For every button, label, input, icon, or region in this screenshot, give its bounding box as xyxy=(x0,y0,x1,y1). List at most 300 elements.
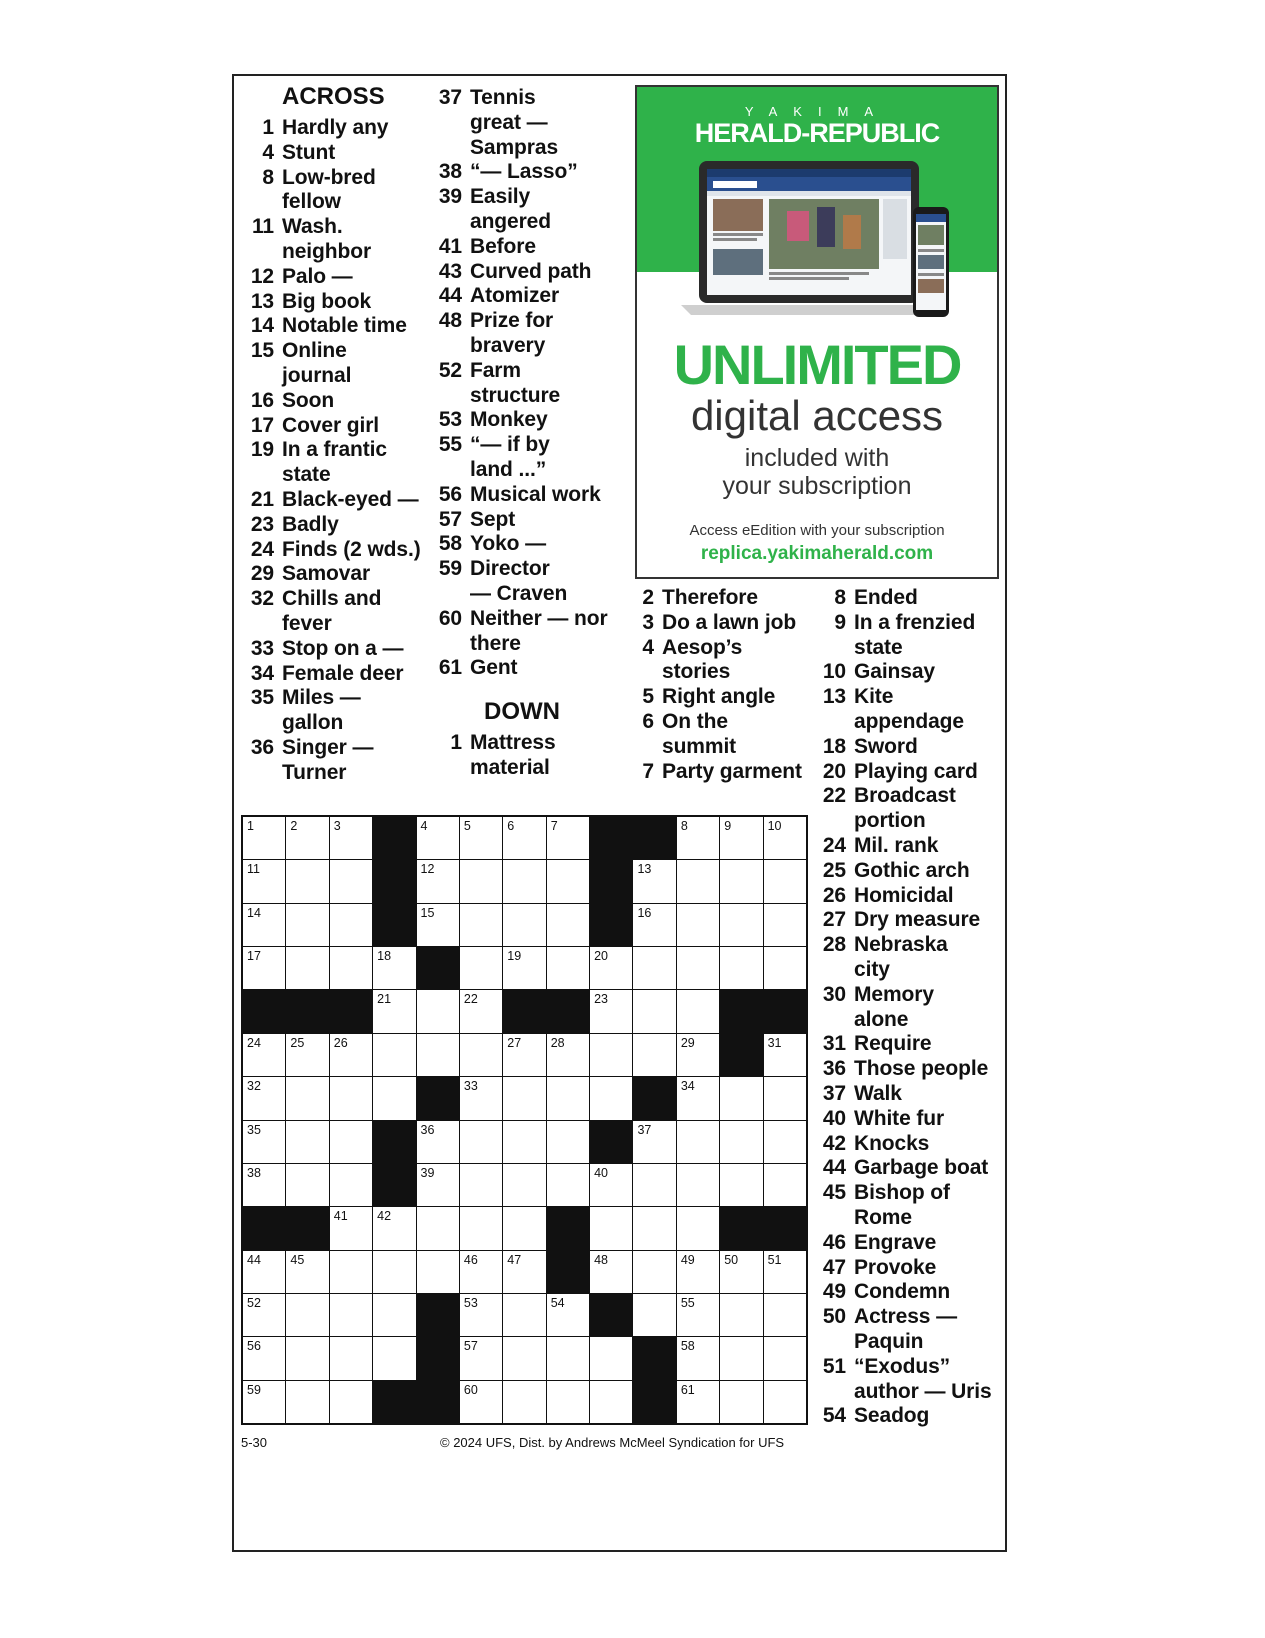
clue-item xyxy=(818,958,1008,983)
clue-number xyxy=(434,136,462,161)
grid-cell[interactable] xyxy=(286,947,328,989)
grid-cell[interactable] xyxy=(720,1077,762,1119)
black-square xyxy=(330,990,372,1032)
grid-cell[interactable] xyxy=(460,860,502,902)
grid-cell[interactable] xyxy=(243,1077,285,1119)
cell-number: 48 xyxy=(594,1252,608,1267)
clue-item xyxy=(818,1181,1008,1206)
clue-item xyxy=(434,557,634,582)
grid-cell[interactable] xyxy=(286,1077,328,1119)
clue-text: Hardly any xyxy=(282,116,389,139)
cell-number: 37 xyxy=(637,1122,652,1137)
grid-cell[interactable] xyxy=(460,817,502,859)
grid-cell[interactable] xyxy=(503,947,545,989)
clue-item xyxy=(626,735,806,760)
grid-cell[interactable] xyxy=(503,1034,545,1076)
grid-cell[interactable] xyxy=(460,1034,502,1076)
clue-number: 51 xyxy=(822,1354,846,1378)
clue-text: Engrave xyxy=(854,1230,937,1254)
clue-item xyxy=(818,1355,1008,1380)
grid-cell[interactable] xyxy=(764,947,806,989)
clue-item xyxy=(246,314,426,339)
grid-cell[interactable] xyxy=(330,1121,372,1163)
grid-cell[interactable] xyxy=(373,1251,415,1293)
cell-number: 20 xyxy=(594,949,608,964)
clue-item xyxy=(246,488,426,513)
grid-cell[interactable] xyxy=(503,860,545,902)
grid-cell[interactable] xyxy=(677,1121,719,1163)
grid-cell[interactable] xyxy=(720,1251,762,1293)
grid-cell[interactable] xyxy=(633,1251,675,1293)
grid-cell[interactable] xyxy=(764,1164,806,1206)
clue-item xyxy=(434,136,634,161)
clue-text: Sword xyxy=(854,734,918,758)
grid-cell[interactable] xyxy=(503,1251,545,1293)
clue-text: Samovar xyxy=(282,562,371,586)
down-heading: DOWN xyxy=(484,698,560,726)
ad-line-4: your subscription xyxy=(722,472,912,500)
grid-cell[interactable] xyxy=(286,817,328,859)
grid-cell[interactable] xyxy=(417,1251,459,1293)
clue-number xyxy=(246,240,274,265)
grid-cell[interactable] xyxy=(677,1207,719,1249)
grid-cell[interactable] xyxy=(417,817,459,859)
grid-cell[interactable] xyxy=(460,1121,502,1163)
clue-item xyxy=(818,859,1008,884)
grid-cell[interactable] xyxy=(677,1251,719,1293)
grid-cell[interactable] xyxy=(633,904,675,946)
grid-cell[interactable] xyxy=(720,1121,762,1163)
grid-cell[interactable] xyxy=(460,1337,502,1379)
clue-item xyxy=(818,1032,1008,1057)
clue-text: bravery xyxy=(470,333,546,357)
cell-number: 25 xyxy=(290,1035,305,1050)
grid-cell[interactable] xyxy=(677,1034,719,1076)
grid-cell[interactable] xyxy=(503,817,545,859)
clue-item xyxy=(246,141,426,166)
clue-number: 34 xyxy=(250,661,274,685)
clue-text: Notable time xyxy=(282,314,407,338)
clue-text: alone xyxy=(854,1007,909,1031)
grid-cell[interactable] xyxy=(590,1381,632,1423)
clue-text: gallon xyxy=(282,711,344,735)
grid-cell[interactable] xyxy=(373,1077,415,1119)
clue-number: 4 xyxy=(262,140,274,164)
clue-text: Gent xyxy=(470,656,518,680)
clue-number: 43 xyxy=(438,259,462,283)
clue-item xyxy=(818,1132,1008,1157)
grid-cell[interactable] xyxy=(547,1381,589,1423)
grid-cell[interactable] xyxy=(547,817,589,859)
clue-text: Low-bred xyxy=(282,165,376,189)
clue-text: Actress — xyxy=(854,1305,957,1329)
clue-text: Mil. rank xyxy=(854,833,939,857)
grid-cell[interactable] xyxy=(286,1164,328,1206)
grid-cell[interactable] xyxy=(720,904,762,946)
grid-cell[interactable] xyxy=(460,904,502,946)
grid-cell[interactable] xyxy=(677,1381,719,1423)
clue-item xyxy=(818,1256,1008,1281)
cell-number: 35 xyxy=(247,1122,261,1137)
grid-cell[interactable] xyxy=(243,947,285,989)
grid-cell[interactable] xyxy=(286,1337,328,1379)
grid-cell[interactable] xyxy=(243,1164,285,1206)
grid-cell[interactable] xyxy=(373,990,415,1032)
clue-text: Sept xyxy=(470,507,516,531)
cell-number: 44 xyxy=(247,1252,261,1267)
grid-cell[interactable] xyxy=(633,990,675,1032)
clue-item xyxy=(246,513,426,538)
grid-cell[interactable] xyxy=(764,1034,806,1076)
grid-cell[interactable] xyxy=(764,1381,806,1423)
clue-item xyxy=(818,760,1008,785)
cell-number: 2 xyxy=(290,819,298,833)
grid-cell[interactable] xyxy=(503,1077,545,1119)
grid-cell[interactable] xyxy=(677,990,719,1032)
clue-number: 45 xyxy=(822,1181,846,1205)
grid-cell[interactable] xyxy=(330,817,372,859)
grid-cell[interactable] xyxy=(547,1337,589,1379)
grid-cell[interactable] xyxy=(677,817,719,859)
black-square xyxy=(373,1381,415,1423)
clue-number xyxy=(434,632,462,657)
cell-number: 50 xyxy=(724,1252,739,1267)
grid-cell[interactable] xyxy=(720,817,762,859)
clue-number: 14 xyxy=(250,314,274,338)
clue-item xyxy=(626,611,806,636)
grid-cell[interactable] xyxy=(677,1164,719,1206)
cell-number: 26 xyxy=(333,1035,348,1050)
black-square xyxy=(417,1381,459,1423)
grid-cell[interactable] xyxy=(417,860,459,902)
clue-text: Singer — xyxy=(282,735,374,759)
clue-text: state xyxy=(854,635,903,659)
clue-item xyxy=(246,438,426,463)
clue-text: Badly xyxy=(282,512,339,536)
clue-text: fellow xyxy=(282,190,341,214)
grid-cell[interactable] xyxy=(373,1034,415,1076)
clue-text: Kite xyxy=(854,685,894,709)
clue-text: Dry measure xyxy=(854,908,981,932)
clue-item xyxy=(818,884,1008,909)
clue-item xyxy=(818,636,1008,661)
grid-cell[interactable] xyxy=(417,1034,459,1076)
grid-cell[interactable] xyxy=(633,1207,675,1249)
clue-number xyxy=(818,1380,846,1405)
clue-text: In a frantic xyxy=(282,438,387,462)
clue-number: 50 xyxy=(822,1305,846,1329)
grid-cell[interactable] xyxy=(330,1251,372,1293)
grid-cell[interactable] xyxy=(417,990,459,1032)
grid-cell[interactable] xyxy=(330,904,372,946)
cell-number: 49 xyxy=(680,1252,695,1267)
grid-cell[interactable] xyxy=(503,1164,545,1206)
grid-cell[interactable] xyxy=(764,1121,806,1163)
clue-text: Those people xyxy=(854,1057,989,1081)
grid-cell[interactable] xyxy=(243,1381,285,1423)
grid-cell[interactable] xyxy=(764,904,806,946)
clue-item xyxy=(434,111,634,136)
grid-cell[interactable] xyxy=(547,904,589,946)
grid-cell[interactable] xyxy=(243,1121,285,1163)
clue-number: 33 xyxy=(250,636,274,660)
grid-cell[interactable] xyxy=(633,860,675,902)
across-column-1 xyxy=(246,84,426,786)
clue-item xyxy=(434,86,634,111)
grid-cell[interactable] xyxy=(590,947,632,989)
cell-number: 21 xyxy=(377,992,392,1007)
grid-cell[interactable] xyxy=(330,1337,372,1379)
clue-number xyxy=(626,735,654,760)
clue-number: 3 xyxy=(642,610,654,634)
grid-cell[interactable] xyxy=(633,1034,675,1076)
clue-number: 35 xyxy=(250,686,274,710)
clue-item xyxy=(246,587,426,612)
grid-cell[interactable] xyxy=(503,1337,545,1379)
grid-cell[interactable] xyxy=(590,1077,632,1119)
clue-item xyxy=(434,731,634,756)
grid-cell[interactable] xyxy=(286,1034,328,1076)
clue-number: 8 xyxy=(262,165,274,189)
ad-subheadline: digital access xyxy=(690,392,944,439)
black-square xyxy=(590,1294,632,1336)
clue-number xyxy=(818,636,846,661)
clue-item xyxy=(434,309,634,334)
grid-cell[interactable] xyxy=(677,904,719,946)
clue-text: Broadcast xyxy=(854,784,956,808)
grid-cell[interactable] xyxy=(460,990,502,1032)
grid-cell[interactable] xyxy=(547,1034,589,1076)
grid-cell[interactable] xyxy=(243,817,285,859)
clue-list xyxy=(626,586,806,784)
clue-text: Yoko — xyxy=(470,532,547,556)
grid-cell[interactable] xyxy=(243,1294,285,1336)
clue-number xyxy=(246,612,274,637)
clue-item xyxy=(246,736,426,761)
grid-cell[interactable] xyxy=(547,947,589,989)
clue-text: material xyxy=(470,755,550,779)
clue-item xyxy=(246,414,426,439)
clue-text: author — Uris xyxy=(854,1379,992,1403)
clue-number: 22 xyxy=(822,784,846,808)
grid-cell[interactable] xyxy=(677,1294,719,1336)
grid-cell[interactable] xyxy=(417,1164,459,1206)
grid-cell[interactable] xyxy=(633,1121,675,1163)
grid-cell[interactable] xyxy=(503,1381,545,1423)
clue-text: Nebraska xyxy=(854,933,948,957)
grid-cell[interactable] xyxy=(590,1034,632,1076)
black-square xyxy=(243,990,285,1032)
clue-text: summit xyxy=(662,734,737,758)
clue-number: 57 xyxy=(438,507,462,531)
black-square xyxy=(590,817,632,859)
grid-cell[interactable] xyxy=(330,1164,372,1206)
grid-cell[interactable] xyxy=(764,1337,806,1379)
grid-cell[interactable] xyxy=(720,860,762,902)
grid-cell[interactable] xyxy=(417,1207,459,1249)
clue-number xyxy=(818,1008,846,1033)
grid-cell[interactable] xyxy=(243,1251,285,1293)
clue-text: In a frenzied xyxy=(854,610,976,634)
clue-number xyxy=(818,1330,846,1355)
clue-text: there xyxy=(470,631,521,655)
clue-item xyxy=(434,359,634,384)
grid-cell[interactable] xyxy=(633,947,675,989)
clue-number: 23 xyxy=(250,512,274,536)
clue-number: 59 xyxy=(438,557,462,581)
grid-cell[interactable] xyxy=(286,904,328,946)
grid-cell[interactable] xyxy=(460,1164,502,1206)
clue-item xyxy=(246,215,426,240)
grid-cell[interactable] xyxy=(460,1294,502,1336)
grid-cell[interactable] xyxy=(460,1251,502,1293)
grid-cell[interactable] xyxy=(460,947,502,989)
black-square xyxy=(373,860,415,902)
grid-cell[interactable] xyxy=(330,1381,372,1423)
cell-number: 15 xyxy=(420,905,435,920)
clue-item xyxy=(818,586,1008,611)
clue-item xyxy=(626,685,806,710)
grid-cell[interactable] xyxy=(720,947,762,989)
clue-text: Party garment xyxy=(662,759,802,783)
grid-cell[interactable] xyxy=(764,817,806,859)
across-column-2 xyxy=(434,86,634,781)
grid-cell[interactable] xyxy=(547,1294,589,1336)
grid-cell[interactable] xyxy=(503,1207,545,1249)
cell-number: 40 xyxy=(594,1165,608,1180)
grid-cell[interactable] xyxy=(720,1381,762,1423)
clue-text: Cover girl xyxy=(282,413,380,437)
grid-cell[interactable] xyxy=(286,1251,328,1293)
grid-cell[interactable] xyxy=(720,1294,762,1336)
grid-cell[interactable] xyxy=(590,1337,632,1379)
cell-number: 8 xyxy=(680,819,688,833)
grid-cell[interactable] xyxy=(677,947,719,989)
grid-cell[interactable] xyxy=(460,1077,502,1119)
crossword-grid[interactable] xyxy=(241,815,808,1425)
grid-cell[interactable] xyxy=(764,1251,806,1293)
clue-text: Finds (2 wds.) xyxy=(282,537,421,561)
grid-cell[interactable] xyxy=(243,1034,285,1076)
grid-cell[interactable] xyxy=(590,990,632,1032)
grid-cell[interactable] xyxy=(286,1121,328,1163)
clue-number: 60 xyxy=(438,606,462,630)
clue-text: Turner xyxy=(282,760,347,784)
black-square xyxy=(590,904,632,946)
grid-cell[interactable] xyxy=(330,1294,372,1336)
clue-item xyxy=(434,185,634,210)
cell-number: 18 xyxy=(377,949,392,964)
grid-cell[interactable] xyxy=(243,1337,285,1379)
clue-item xyxy=(434,532,634,557)
clue-text: Do a lawn job xyxy=(662,610,797,634)
grid-cell[interactable] xyxy=(460,1207,502,1249)
grid-cell[interactable] xyxy=(286,860,328,902)
grid-cell[interactable] xyxy=(764,1077,806,1119)
grid-cell[interactable] xyxy=(417,1121,459,1163)
clue-text: Farm xyxy=(470,358,521,382)
grid-cell[interactable] xyxy=(417,904,459,946)
grid-cell[interactable] xyxy=(547,1121,589,1163)
clue-item xyxy=(818,660,1008,685)
clue-number: 1 xyxy=(262,116,274,139)
ad-url-link[interactable]: replica.yakimaherald.com xyxy=(700,543,934,564)
clue-item xyxy=(818,983,1008,1008)
grid-cell[interactable] xyxy=(547,1077,589,1119)
clue-item xyxy=(818,908,1008,933)
clue-text: Wash. xyxy=(282,215,343,239)
grid-cell[interactable] xyxy=(590,1164,632,1206)
grid-cell[interactable] xyxy=(503,904,545,946)
grid-cell[interactable] xyxy=(764,1294,806,1336)
grid-cell[interactable] xyxy=(330,860,372,902)
grid-cell[interactable] xyxy=(503,1294,545,1336)
grid-cell[interactable] xyxy=(677,860,719,902)
clue-number: 37 xyxy=(438,86,462,109)
clue-item xyxy=(434,632,634,657)
clue-text: Therefore xyxy=(662,586,758,609)
grid-cell[interactable] xyxy=(286,1381,328,1423)
grid-cell[interactable] xyxy=(330,1207,372,1249)
clue-number: 24 xyxy=(250,537,274,561)
clue-text: Garbage boat xyxy=(854,1156,989,1180)
grid-cell[interactable] xyxy=(720,1337,762,1379)
grid-cell[interactable] xyxy=(590,1207,632,1249)
grid-cell[interactable] xyxy=(330,1034,372,1076)
cell-number: 33 xyxy=(463,1079,478,1094)
grid-cell[interactable] xyxy=(373,1337,415,1379)
grid-cell[interactable] xyxy=(330,1077,372,1119)
grid-cell[interactable] xyxy=(243,860,285,902)
clue-item xyxy=(246,190,426,215)
clue-item xyxy=(434,656,634,681)
grid-cell[interactable] xyxy=(633,1294,675,1336)
grid-cell[interactable] xyxy=(677,1337,719,1379)
grid-cell[interactable] xyxy=(547,860,589,902)
grid-cell[interactable] xyxy=(330,947,372,989)
clue-number: 2 xyxy=(642,586,654,609)
grid-cell[interactable] xyxy=(590,1251,632,1293)
clue-number: 36 xyxy=(250,735,274,759)
grid-cell[interactable] xyxy=(460,1381,502,1423)
clue-number xyxy=(434,111,462,136)
clue-item xyxy=(434,384,634,409)
cell-number: 47 xyxy=(507,1252,522,1267)
cell-number: 58 xyxy=(680,1339,695,1354)
clue-item xyxy=(818,834,1008,859)
grid-cell[interactable] xyxy=(677,1077,719,1119)
clue-item xyxy=(246,761,426,786)
cell-number: 34 xyxy=(680,1079,695,1094)
grid-cell[interactable] xyxy=(373,1294,415,1336)
clue-number: 19 xyxy=(250,438,274,462)
cell-number: 3 xyxy=(333,819,341,833)
grid-cell[interactable] xyxy=(633,1164,675,1206)
grid-cell[interactable] xyxy=(286,1294,328,1336)
grid-cell[interactable] xyxy=(547,1164,589,1206)
grid-cell[interactable] xyxy=(764,860,806,902)
black-square xyxy=(373,904,415,946)
subscription-ad[interactable] xyxy=(635,85,999,579)
grid-cell[interactable] xyxy=(720,1164,762,1206)
grid-cell[interactable] xyxy=(373,947,415,989)
grid-cell[interactable] xyxy=(503,1121,545,1163)
clue-text: Chills and xyxy=(282,587,382,611)
clue-number: 48 xyxy=(438,309,462,333)
grid-cell[interactable] xyxy=(373,1207,415,1249)
clue-item xyxy=(246,265,426,290)
grid-cell[interactable] xyxy=(243,904,285,946)
